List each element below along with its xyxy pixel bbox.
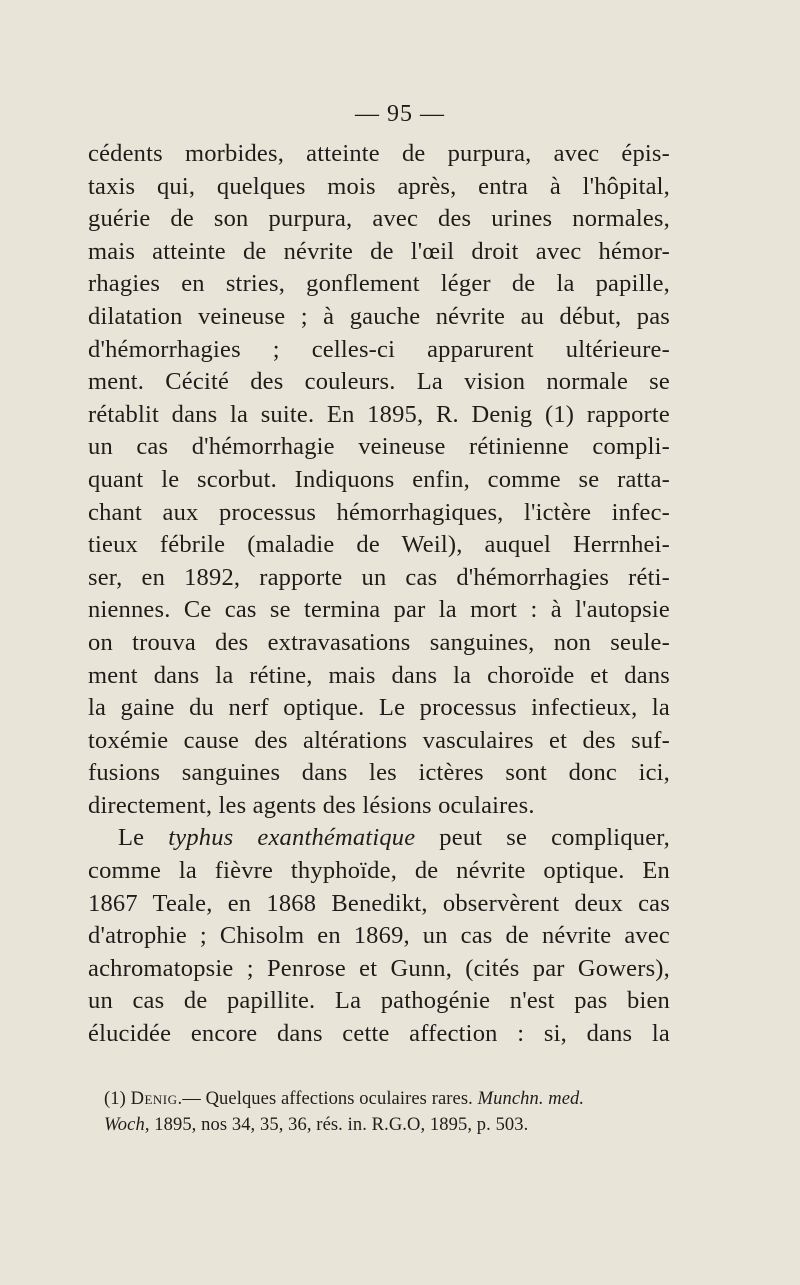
footnote-journal-cont: Woch xyxy=(104,1115,145,1135)
text-span: Le xyxy=(118,824,169,852)
text-line: on trouva des extravasations sanguines, non seule- xyxy=(88,628,670,656)
text-line: la gaine du nerf optique. Le processus infectieux, la xyxy=(88,694,670,722)
text-line: ment. Cécité des couleurs. La vision normale se xyxy=(88,368,670,396)
text-line: rétablit dans la suite. En 1895, R. Denig (1) rapporte xyxy=(88,400,670,428)
text-line: niennes. Ce cas se termina par la mort : à l'autopsie xyxy=(88,596,670,624)
text-line: fusions sanguines dans les ictères sont donc ici, xyxy=(88,759,670,787)
page-number: — 95 — xyxy=(355,101,445,127)
text-line: achromatopsie ; Penrose et Gunn, (cités par Gowers), xyxy=(88,954,670,982)
text-line: rhagies en stries, gonflement léger de la papille, xyxy=(88,270,670,298)
text-span: peut se compliquer, xyxy=(415,824,670,852)
text-line: dilatation veineuse ; à gauche névrite au début, pas xyxy=(88,302,670,330)
text-line: directement, les agents des lésions oculaires. xyxy=(88,791,535,819)
text-line: mais atteinte de névrite de l'œil droit avec hémor- xyxy=(88,237,670,265)
text-line: toxémie cause des altérations vasculaires et des suf- xyxy=(88,726,670,754)
italic-term: typhus exanthématique xyxy=(168,824,416,852)
text-line: chant aux processus hémorrhagiques, l'ictère infec- xyxy=(88,498,670,526)
footnote xyxy=(104,1086,674,1138)
text-line: taxis qui, quelques mois après, entra à l'hôpital, xyxy=(88,172,670,200)
text-line: d'atrophie ; Chisolm en 1869, un cas de névrite avec xyxy=(88,922,670,950)
text-line: guérie de son purpura, avec des urines normales, xyxy=(88,205,670,233)
footnote-marker: (1) xyxy=(104,1089,131,1109)
text-line: élucidée encore dans cette affection : si, dans la xyxy=(88,1020,670,1048)
text-line: tieux fébrile (maladie de Weil), auquel Herrnhei- xyxy=(88,531,670,559)
body-text xyxy=(88,138,670,1051)
footnote-journal: Munchn. med. xyxy=(477,1089,585,1109)
text-line: comme la fièvre thyphoïde, de névrite optique. En xyxy=(88,857,670,885)
paragraph-start-line xyxy=(88,822,670,855)
text-line: ment dans la rétine, mais dans la choroïde et dans xyxy=(88,661,670,689)
footnote-line xyxy=(104,1086,674,1112)
text-line: un cas de papillite. La pathogénie n'est pas bien xyxy=(88,987,670,1015)
footnote-line xyxy=(104,1112,674,1138)
text-line: quant le scorbut. Indiquons enfin, comme se ratta- xyxy=(88,465,670,493)
footnote-reference: , 1895, nos 34, 35, 36, rés. in. R.G.O, 1895, p. 503. xyxy=(144,1115,529,1135)
text-line: d'hémorrhagies ; celles-ci apparurent ultérieure- xyxy=(88,335,670,363)
footnote-text: .— Quelques affections oculaires rares. xyxy=(177,1089,478,1109)
text-line: cédents morbides, atteinte de purpura, avec épis- xyxy=(88,140,670,167)
text-line: ser, en 1892, rapporte un cas d'hémorrhagies réti- xyxy=(88,563,670,591)
text-line: un cas d'hémorrhagie veineuse rétinienne compli- xyxy=(88,433,670,461)
footnote-author: Denig xyxy=(130,1089,178,1109)
text-line: 1867 Teale, en 1868 Benedikt, observèrent deux cas xyxy=(88,889,670,917)
